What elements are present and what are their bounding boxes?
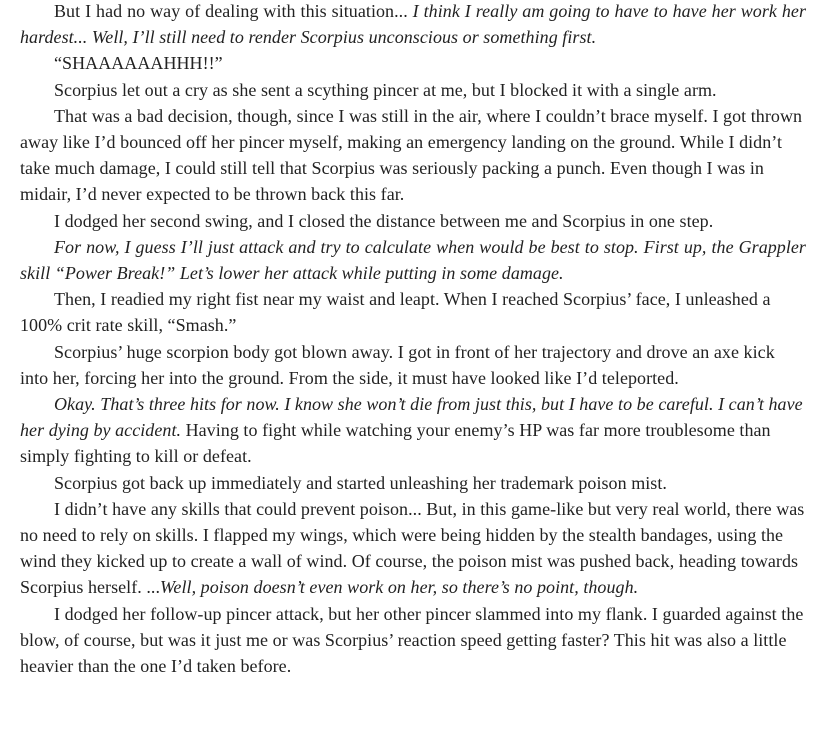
body-text: Having to fight while watching your enemy’s HP was far more troublesome than simply fighting to kill or defeat. [20, 420, 771, 467]
paragraph [20, 77, 806, 103]
paragraph [20, 339, 806, 391]
paragraph [20, 103, 806, 208]
body-text: Then, I readied my right fist near my waist and leapt. When I reached Scorpius’ face, I unleashed a 100% crit rate skill, “Smash.” [20, 289, 771, 336]
paragraph [20, 496, 806, 601]
paragraph [20, 50, 806, 76]
paragraph [20, 391, 806, 470]
italic-text: I think I really am going to have to have her work her hardest... Well, I’ll still need to render Scorpius unconscious or something first. [20, 1, 806, 48]
body-text: “SHAAAAAAHHH!!” [54, 53, 223, 74]
paragraph [20, 601, 806, 680]
italic-text: For now, I guess I’ll just attack and try to calculate when would be best to stop. First up, the Grappler skill “Power Break!” Let’s lower her attack while putting in some damage. [20, 236, 806, 284]
paragraph [20, 0, 806, 50]
paragraph [20, 234, 806, 286]
body-text: Scorpius’ huge scorpion body got blown away. I got in front of her trajectory and drove an axe kick into her, forcing her into the ground. From the side, it must have looked like I’d teleported. [20, 341, 775, 388]
paragraph [20, 286, 806, 338]
italic-text: Well, poison doesn’t even work on her, so there’s no point, though. [160, 577, 639, 598]
body-text: I dodged her follow-up pincer attack, but her other pincer slammed into my flank. I guarded against the blow, of course, but was it just me or was Scorpius’ reaction speed getting faster? This hit was also a little heavier than the one I’d taken before. [20, 603, 804, 677]
body-text: But I had no way of dealing with this situation... [54, 1, 413, 21]
body-text: Scorpius let out a cry as she sent a scything pincer at me, but I blocked it with a single arm. [54, 79, 717, 100]
paragraph [20, 208, 806, 234]
paragraph [20, 470, 806, 496]
body-text: I didn’t have any skills that could prevent poison... But, in this game-like but very real world, there was no need to rely on skills. I flapped my wings, which were being hidden by the stealth bandages, using the wind they kicked up to create a wall of wind. Of course, the poison mist was pushed back, heading towards Scorpius herself. ... [20, 498, 805, 598]
document-body [20, 0, 806, 679]
body-text: That was a bad decision, though, since I was still in the air, where I couldn’t brace myself. I got thrown away like I’d bounced off her pincer myself, making an emergency landing on the ground. While I didn’t take much damage, I could still tell that Scorpius was seriously packing a punch. Even though I was in midair, I’d never expected to be thrown back this far. [20, 105, 803, 205]
body-text: Scorpius got back up immediately and started unleashing her trademark poison mist. [54, 472, 667, 493]
body-text: I dodged her second swing, and I closed the distance between me and Scorpius in one step. [54, 210, 714, 231]
italic-text: Okay. That’s three hits for now. I know she won’t die from just this, but I have to be careful. I can’t have her dying by accident. [20, 394, 803, 441]
